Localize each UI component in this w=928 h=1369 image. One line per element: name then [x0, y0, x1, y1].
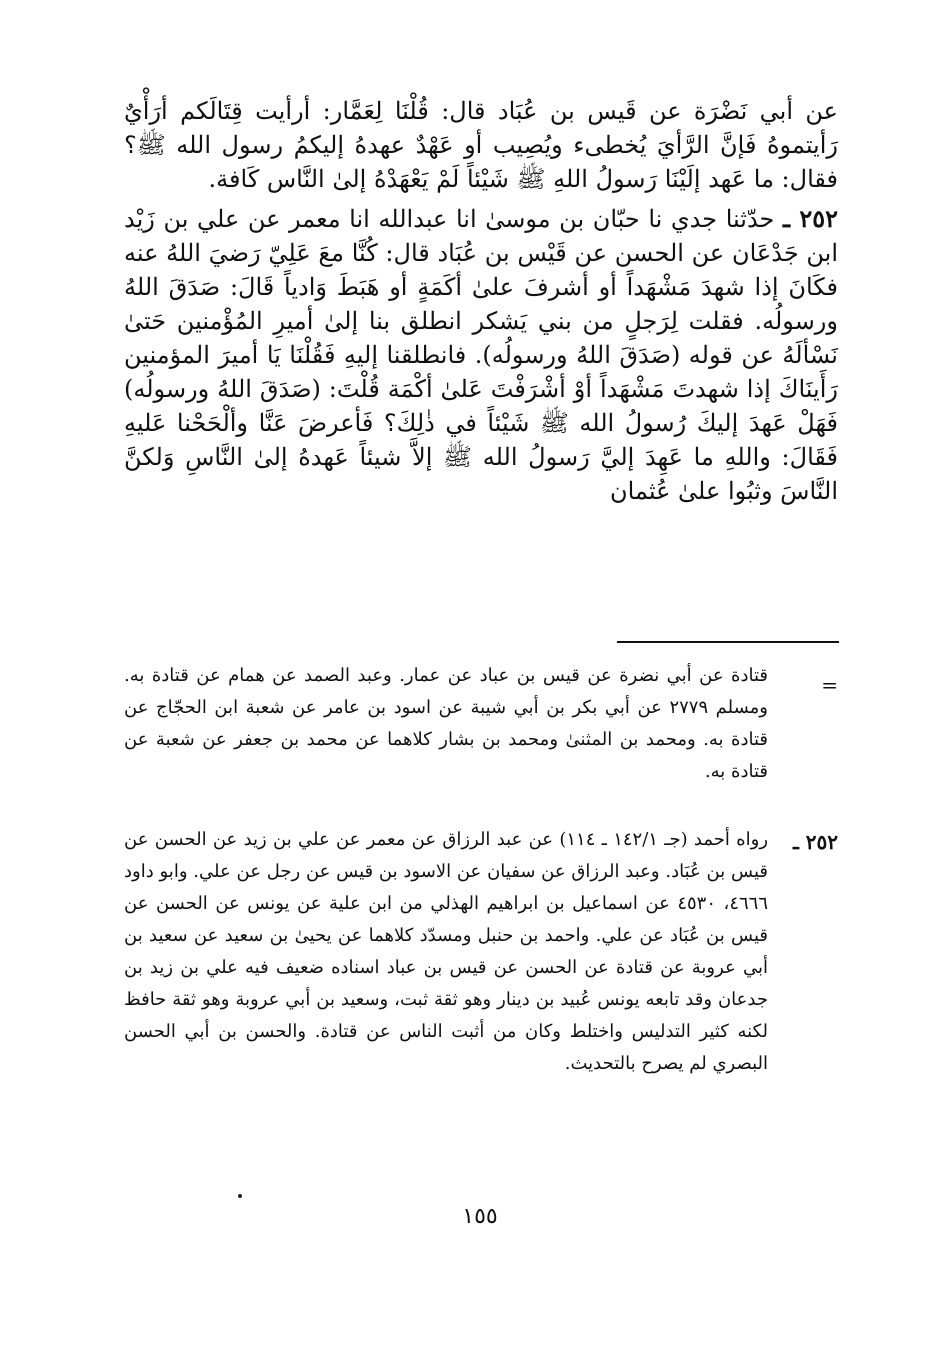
hadith-number: ٢٥٢ ـ: [782, 204, 838, 233]
footnote-separator: [617, 641, 839, 643]
footnote-text: رواه أحمد (جـ ١٤٢/١ ـ ١١٤) عن عبد الرزاق عن معمر عن علي بن زيد عن الحسن عن قيس بن عُبَاد. وعبد الرزاق عن سفيان عن الاسود بن قيس عن رجل عن علي. وابو داود ٤٦٦٦، ٤٥٣٠ عن اسماعيل بن ابراهيم الهذلي من ابن علية عن يونس عن الحسن عن قيس بن عُبَاد عن علي. واحمد بن حنبل ومسدّد كلاهما عن يحيىٰ بن سعيد عن سعيد بن أبي عروبة عن قتادة عن الحسن عن قيس بن عباد اسناده ضعيف فيه علي بن زيد بن جدعان وقد تابعه يونس عُبيد بن دينار وهو ثقة ثبت، وسعيد بن أبي عروبة وهو ثقة حافظ لكنه كثير التدليس واختلط وكان من أثبت الناس عن قتادة. والحسن بن أبي الحسن البصري لم يصرح بالتحديث.: [124, 829, 769, 1074]
footnote-marker: ٢٥٢ ـ: [792, 830, 838, 854]
ink-speck: [238, 1194, 242, 1198]
hadith-paragraph: [124, 202, 838, 508]
main-paragraph: [124, 94, 838, 196]
page-number: ١٥٥: [462, 1204, 498, 1229]
main-text: [124, 94, 838, 508]
footnote-text: قتادة عن أبي نضرة عن قيس بن عباد عن عمار. وعبد الصمد عن همام عن قتادة به. ومسلم ٢٧٧٩ عن أبي بكر بن أبي شيبة عن اسود بن عامر عن شعبة ابن الحجّاج عن قتادة به. ومحمد بن المثنىٰ ومحمد بن بشار كلاهما عن محمد بن جعفر عن شعبة عن قتادة به.: [124, 665, 768, 782]
paragraph-text: حدّثنا جدي نا حبّان بن موسىٰ انا عبدالله انا معمر عن علي بن زَيْد ابن جَدْعَان عن الحسن عن قَيْس بن عُبَاد قال: كُنَّا معَ عَلِيّ رَضيَ اللهُ عنه فكَانَ إذا شهدَ مَشْهَداً أو أشرفَ علىٰ أكَمَةٍ أو هَبَطَ وَادياً قَالَ: صَدَقَ اللهُ ورسولُه. فقلت لِرَجلٍ من بني يَشكر انطلق بنا إلىٰ أميرِ المُؤْمنين حَتىٰ نَسْألَهُ عن قوله (صَدَقَ اللهُ ورسولُه). فانطلقنا إليهِ فَقُلْنَا يَا أميرَ المؤمنين رَأَينَاكَ إذا شهدتَ مَشْهَداً أوْ أشْرَفْتَ عَلىٰ أكْمَة قُلْتَ: (صَدَقَ اللهُ ورسولُه) فَهَلْ عَهدَ إليكَ رُسولُ الله ﷺ شَيْئاً في ذٰلِكَ؟ فَأعرضَ عَنَّا وألْحَحْنا عَليهِ فَقَالَ: واللهِ ما عَهِدَ إليَّ رَسولُ الله ﷺ إلاَّ شيئاً عَهدهُ إلىٰ النَّاسِ وَلكنَّ النَّاسَ وثبُوا علىٰ عُثمان: [124, 205, 839, 505]
footnote-marker: =: [821, 673, 838, 697]
paragraph-text: عن أبي نَضْرَة عن قَيس بن عُبَاد قال: قُلْنَا لِعَمَّار: أرأيت قِتَالَكم أرَأْيٌ رَأيتموهُ فَإنَّ الرَّأيَ يُخطىء ويُصِيب أو عَهْدٌ عهدهُ إليكمُ رسول الله ﷺ؟ فقال: ما عَهد إلَيْنَا رَسولُ اللهِ ﷺ شَيْئاً لَمْ يَعْهَدْهُ إلىٰ النَّاس كَافة.: [124, 97, 838, 193]
